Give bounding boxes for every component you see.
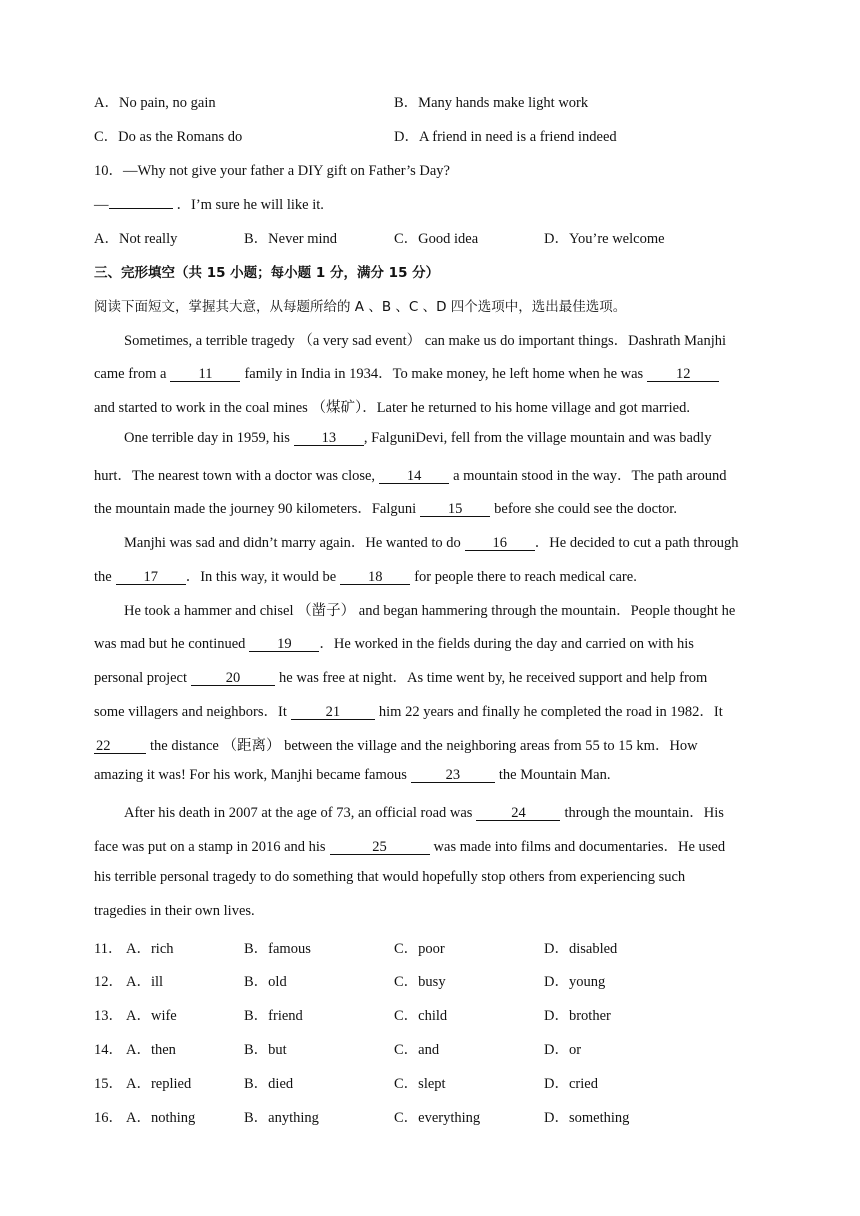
passage-text: a mountain stood in the way．The path around xyxy=(453,468,727,484)
choice-number: 16． xyxy=(94,1110,123,1126)
blank-13: 13 xyxy=(294,431,364,446)
blank-25: 25 xyxy=(330,840,430,855)
choice-d: D．brother xyxy=(544,1008,611,1024)
blank-23: 23 xyxy=(411,768,495,783)
passage-text: the Mountain Man. xyxy=(498,767,611,783)
passage-line xyxy=(94,464,727,485)
passage-line xyxy=(124,801,724,822)
passage-text: personal project xyxy=(94,670,188,686)
blank-24: 24 xyxy=(476,806,560,821)
passage-text: amazing it was! For his work, Manjhi became famous xyxy=(94,767,407,783)
passage-text: ．He decided to cut a path through xyxy=(534,535,739,551)
choice-a: A．then xyxy=(126,1042,176,1058)
passage-line xyxy=(94,565,637,586)
q10-option-d: D．You’re welcome xyxy=(544,231,665,247)
passage-line: tragedies in their own lives. xyxy=(94,903,255,919)
choice-d: D．young xyxy=(544,974,606,990)
blank-15: 15 xyxy=(420,502,490,517)
section-instruction: 阅读下面短文，掌握其大意，从每题所给的 A 、B 、C 、D 四个选项中，选出最佳选项。 xyxy=(94,299,627,315)
passage-line xyxy=(94,632,694,653)
passage-text: hurt．The nearest town with a doctor was close, xyxy=(94,468,376,484)
choice-a: A．rich xyxy=(126,941,174,957)
passage-line xyxy=(94,734,698,755)
choice-d: D．or xyxy=(544,1042,582,1058)
passage-text: One terrible day in 1959, his xyxy=(124,430,290,446)
passage-text: came from a xyxy=(94,366,167,382)
choice-c: C．poor xyxy=(394,941,445,957)
passage-text: face was put on a stamp in 2016 and his xyxy=(94,839,326,855)
blank-14: 14 xyxy=(379,469,449,484)
q10-question: 10．—Why not give your father a DIY gift on Father’s Day? xyxy=(94,163,450,179)
passage-text: before she could see the doctor. xyxy=(494,501,677,517)
section-heading: 三、完形填空（共 15 小题；每小题 1 分，满分 15 分） xyxy=(94,265,440,281)
passage-line xyxy=(94,497,677,518)
q9-option-b: B．Many hands make light work xyxy=(394,95,589,111)
choice-d: D．disabled xyxy=(544,941,618,957)
blank-22: 22 xyxy=(94,739,146,754)
passage-text: ．In this way, it would be xyxy=(185,569,337,585)
passage-line xyxy=(94,666,707,687)
choice-a: A．nothing xyxy=(126,1110,196,1126)
blank-17: 17 xyxy=(116,570,186,585)
choice-b: B．anything xyxy=(244,1110,319,1126)
passage-text: After his death in 2007 at the age of 73, an official road was xyxy=(124,805,473,821)
blank-20: 20 xyxy=(191,671,275,686)
passage-text: the mountain made the journey 90 kilometers．Falguni xyxy=(94,501,417,517)
passage-line: and started to work in the coal mines （煤矿）．Later he returned to his home village and got married. xyxy=(94,400,690,416)
q10-blank xyxy=(109,208,173,209)
passage-text: was mad but he continued xyxy=(94,636,246,652)
choice-b: B．died xyxy=(244,1076,294,1092)
passage-text: family in India in 1934．To make money, he left home when he was xyxy=(244,366,644,382)
choice-c: C．and xyxy=(394,1042,440,1058)
choice-a: A．replied xyxy=(126,1076,192,1092)
choice-c: C．busy xyxy=(394,974,446,990)
passage-text: was made into films and documentaries．He used xyxy=(433,839,726,855)
passage-line xyxy=(124,430,711,447)
passage-line: his terrible personal tragedy to do something that would hopefully stop others from experiencing such xyxy=(94,869,686,885)
q9-option-a: A．No pain, no gain xyxy=(94,95,216,111)
q10-answer-line xyxy=(94,193,324,214)
blank-16: 16 xyxy=(465,536,535,551)
q10-answer-rest: ．I’m sure he will like it. xyxy=(176,197,324,213)
passage-text: Manjhi was sad and didn’t marry again．He wanted to do xyxy=(124,535,461,551)
passage-line xyxy=(94,835,725,856)
passage-line xyxy=(124,531,739,552)
q9-option-c: C．Do as the Romans do xyxy=(94,129,243,145)
passage-text: , FalguniDevi, fell from the village mountain and was badly xyxy=(363,430,712,446)
q10-option-b: B．Never mind xyxy=(244,231,338,247)
choice-d: D．something xyxy=(544,1110,630,1126)
choice-c: C．child xyxy=(394,1008,448,1024)
q10-dash: — xyxy=(94,197,109,213)
passage-text: some villagers and neighbors．It xyxy=(94,704,287,720)
passage-line xyxy=(94,767,610,784)
blank-18: 18 xyxy=(340,570,410,585)
passage-text: the xyxy=(94,569,112,585)
choice-b: B．famous xyxy=(244,941,311,957)
passage-text: the distance （距离） between the village and the neighboring areas from 55 to 15 km．How xyxy=(150,738,698,754)
blank-11: 11 xyxy=(170,367,240,382)
choice-b: B．old xyxy=(244,974,287,990)
blank-19: 19 xyxy=(249,637,319,652)
passage-line: He took a hammer and chisel （凿子） and began hammering through the mountain．People thought he xyxy=(124,603,736,619)
choice-number: 15． xyxy=(94,1076,123,1092)
choice-d: D．cried xyxy=(544,1076,598,1092)
choice-a: A．wife xyxy=(126,1008,177,1024)
passage-line xyxy=(94,362,723,383)
choice-b: B．but xyxy=(244,1042,287,1058)
choice-a: A．ill xyxy=(126,974,164,990)
choice-c: C．everything xyxy=(394,1110,481,1126)
passage-line xyxy=(94,700,723,721)
passage-text: through the mountain．His xyxy=(564,805,724,821)
choice-c: C．slept xyxy=(394,1076,446,1092)
passage-line: Sometimes, a terrible tragedy （a very sad event） can make us do important things．Dashrath Manjhi xyxy=(124,333,726,349)
choice-number: 13． xyxy=(94,1008,123,1024)
choice-number: 14． xyxy=(94,1042,123,1058)
choice-number: 11． xyxy=(94,941,123,957)
passage-text: for people there to reach medical care. xyxy=(414,569,637,585)
q9-option-d: D．A friend in need is a friend indeed xyxy=(394,129,617,145)
blank-12: 12 xyxy=(647,367,719,382)
passage-text: him 22 years and finally he completed the road in 1982．It xyxy=(378,704,723,720)
blank-21: 21 xyxy=(291,705,375,720)
q10-option-a: A．Not really xyxy=(94,231,178,247)
choice-number: 12． xyxy=(94,974,123,990)
q10-option-c: C．Good idea xyxy=(394,231,479,247)
passage-text: he was free at night．As time went by, he received support and help from xyxy=(279,670,708,686)
passage-text: ．He worked in the fields during the day and carried on with his xyxy=(319,636,694,652)
choice-b: B．friend xyxy=(244,1008,303,1024)
